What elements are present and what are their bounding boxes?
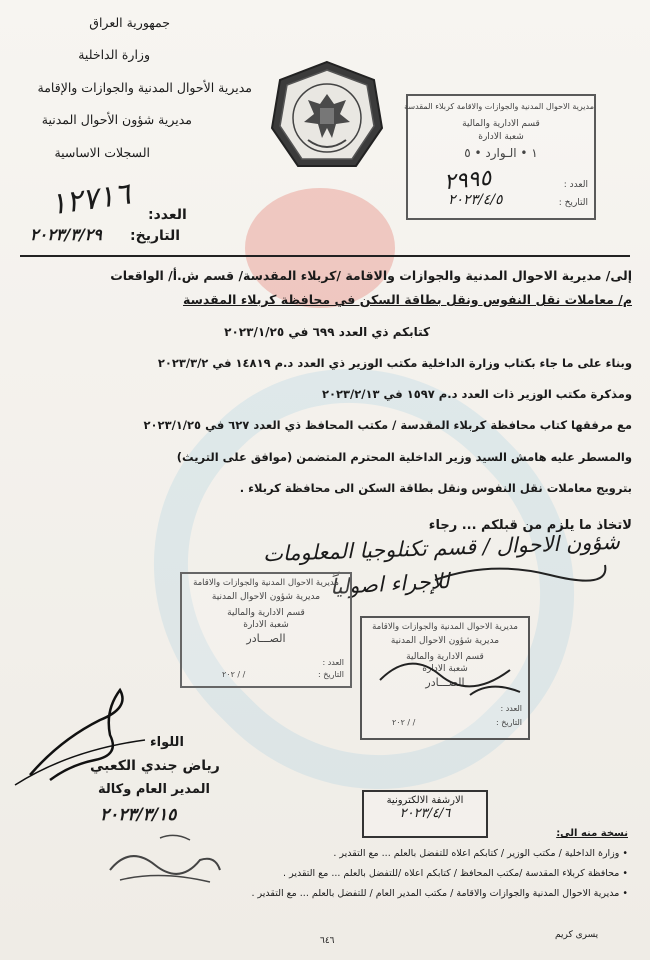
closing-line: لاتخاذ ما يلزم من قبلكم ... رجاء [428, 518, 632, 533]
electronic-archive-date: ٢٠٢٣/٤/٦ [399, 806, 451, 821]
signatory-title: المدير العام وكالة [98, 782, 210, 797]
subject-line: م/ معاملات نقل النفوس ونقل بطاقة السكن في محافظة كربلاء المقدسة [183, 292, 632, 307]
outgoing-stamp-number-label: العدد : [322, 658, 344, 667]
header-directorate: مديرية الأحوال المدنية والجوازات والإقامة [37, 80, 252, 95]
incoming-stamp-date-label: التاريخ : [558, 198, 588, 208]
body-line: مع مرفقها كتاب محافظة كربلاء المقدسة / مكتب المحافظ ذي العدد ٦٢٧ في ٢٠٢٣/١/٢٥ [143, 418, 632, 432]
copies-item: • وزارة الداخلية / مكتب الوزير / كتابكم اعلاه للتفضل بالعلم ... مع التقدير . [333, 848, 628, 859]
outgoing-stamp-number-label: العدد : [500, 704, 522, 713]
incoming-stamp-line: ١ • الـوارد • ٥ [464, 146, 538, 160]
separator-line [20, 255, 630, 257]
outgoing-stamp-line: قسم الادارية والمالية [227, 608, 305, 618]
outgoing-stamp [180, 572, 352, 688]
handwritten-underline [430, 555, 610, 595]
handwritten-note: للإجراء اصولياً [329, 568, 451, 600]
incoming-stamp [406, 94, 596, 220]
handwritten-note: شؤون الاحوال / قسم تكنلوجيا المعلومات [262, 529, 621, 567]
electronic-archive-stamp [362, 790, 488, 838]
body-line: والمسطر عليه هامش السيد وزير الداخلية المحترم المتضمن (موافق على التريث) [176, 450, 632, 464]
date-value: ٢٠٢٣/٣/٢٩ [30, 225, 102, 244]
incoming-stamp-number-value: ٢٩٩٥ [442, 165, 493, 196]
signature-date: ٢٠٢٣/٣/١٥ [100, 805, 177, 825]
outgoing-stamp-date-label: التاريخ : [317, 670, 344, 679]
signatory-name: رياض جندي الكعبي [90, 758, 220, 774]
outgoing-stamp-line: مديرية شؤون الاحوال المدنية [211, 592, 321, 602]
watermark-circle [245, 188, 395, 308]
date-label: التاريخ: [130, 228, 181, 244]
outgoing-stamp-line: قسم الادارية والمالية [406, 652, 484, 662]
electronic-archive-label: الارشفة الالكترونية [386, 795, 464, 806]
header-sub-directorate: مديرية شؤون الأحوال المدنية [41, 112, 192, 127]
body-line: بترويج معاملات نقل النفوس ونقل بطاقة السكن الى محافظة كربلاء . [239, 481, 632, 495]
outgoing-stamp-line: شعبة الادارة [243, 620, 289, 630]
header-country: جمهورية العراق [89, 15, 170, 30]
signatory-rank: اللواء [150, 735, 184, 750]
outgoing-stamp-date-value: ٢٠٢ / / [222, 670, 246, 679]
outgoing-stamp-line: الصـــادر [425, 676, 465, 689]
incoming-stamp-line: مديرية الاحوال المدنية والجوازات والاقامة كربلاء المقدسة [404, 102, 594, 111]
header-section: السجلات الاساسية [54, 145, 150, 160]
outgoing-stamp-date-value: ٢٠٢ / / [392, 718, 416, 727]
copies-item: • مديرية الاحوال المدنية والجوازات والاقامة / مكتب المدير العام / للتفضل بالعلم ... مع التقدير . [251, 888, 628, 899]
reference-line: كتابكم ذي العدد ٦٩٩ في ٢٠٢٣/١/٢٥ [224, 325, 430, 339]
addressee-line: إلى/ مديرية الاحوال المدنية والجوازات والاقامة /كربلاء المقدسة/ قسم ش.أ/ الواقعات [110, 268, 632, 283]
typist-name: يسرى كريم [555, 930, 599, 940]
header-ministry: وزارة الداخلية [78, 47, 150, 62]
outgoing-stamp-date-label: التاريخ : [495, 718, 522, 727]
outgoing-stamp-line: مديرية الاحوال المدنية والجوازات والاقامة [372, 622, 518, 632]
incoming-stamp-number-label: العدد : [563, 180, 588, 190]
document-code: ٦٤٦ [320, 936, 335, 946]
body-line: وبناء على ما جاء بكتاب وزارة الداخلية مكتب الوزير ذي العدد د.م ١٤٨١٩ في ٢٠٢٣/٣/٢ [157, 356, 632, 370]
personal-stamp [100, 830, 230, 890]
incoming-stamp-line: قسم الادارية والمالية [462, 119, 540, 129]
outgoing-stamp-line: مديرية الاحوال المدنية والجوازات والاقامة [193, 578, 339, 588]
outgoing-stamp-line: الصـــادر [246, 632, 286, 645]
copies-item: • محافظة كربلاء المقدسة /مكتب المحافظ / كتابكم اعلاه /للتفضل بالعلم ... مع التقدير . [283, 868, 628, 879]
ministry-seal-icon [268, 58, 386, 176]
number-value: ١٢٧١٦ [47, 176, 133, 223]
number-label: العدد: [148, 207, 187, 223]
stamp-scribble [370, 640, 530, 710]
outgoing-stamp-line: شعبة الادارة [422, 664, 468, 674]
incoming-stamp-line: شعبة الادارة [478, 132, 524, 142]
body-line: ومذكرة مكتب الوزير ذات العدد د.م ١٥٩٧ في ٢٠٢٣/٢/١٣ [321, 387, 632, 401]
incoming-stamp-date-value: ٢٠٢٣/٤/٥ [448, 192, 503, 208]
copies-heading: نسخة منه الى: [556, 828, 628, 839]
outgoing-stamp-line: مديرية شؤون الاحوال المدنية [390, 636, 500, 646]
